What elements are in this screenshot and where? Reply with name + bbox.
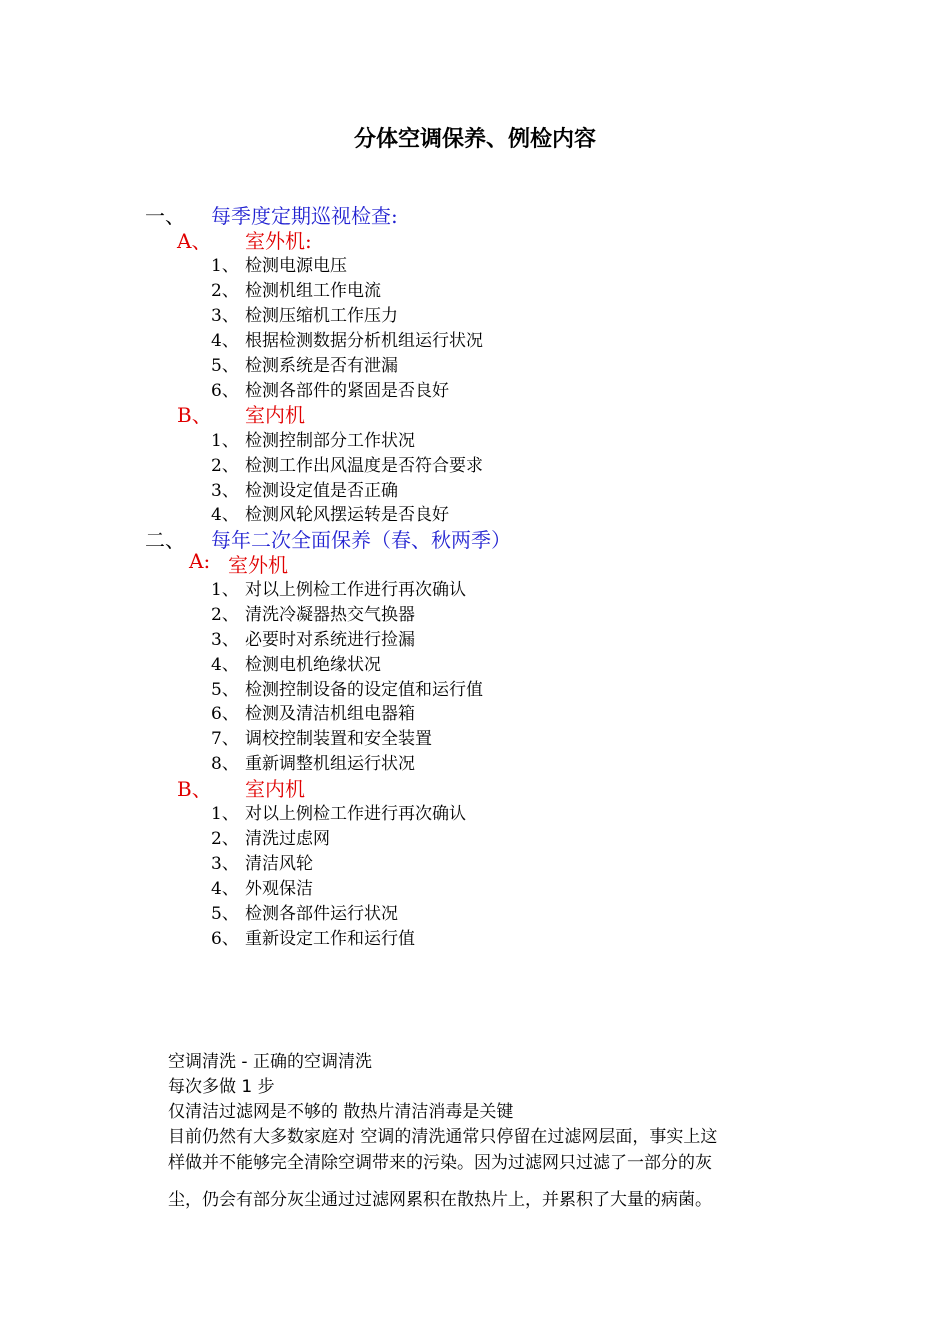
- item-number: 8、: [211, 754, 239, 774]
- paragraph-line: 目前仍然有大多数家庭对 空调的清洗通常只停留在过滤网层面，事实上这: [168, 1127, 718, 1147]
- list-item: [211, 699, 415, 724]
- list-item: [211, 351, 398, 376]
- item-number: 2、: [211, 605, 239, 625]
- item-text: 检测电源电压: [245, 256, 347, 276]
- item-text: 检测电机绝缘状况: [245, 655, 381, 675]
- subsection-title: 室外机: [228, 553, 288, 577]
- subsection-letter: A、: [177, 229, 212, 253]
- item-text: 检测各部件运行状况: [245, 904, 398, 924]
- list-item: [211, 276, 381, 301]
- item-number: 4、: [211, 505, 239, 525]
- item-text: 检测及清洁机组电器箱: [245, 704, 415, 724]
- subsection-letter: B、: [177, 403, 212, 427]
- paragraph-line: 尘，仍会有部分灰尘通过过滤网累积在散热片上，并累积了大量的病菌。: [168, 1190, 712, 1210]
- item-text: 清洗冷凝器热交气换器: [245, 605, 415, 625]
- list-item: [211, 724, 432, 749]
- section-heading: [145, 524, 511, 553]
- item-text: 检测风轮风摆运转是否良好: [245, 505, 449, 525]
- item-text: 检测控制部分工作状况: [245, 431, 415, 451]
- item-text: 检测控制设备的设定值和运行值: [245, 680, 483, 700]
- list-item: [211, 500, 449, 525]
- section-number: 一、: [145, 204, 185, 228]
- paragraph-line: 每次多做 1 步: [168, 1077, 275, 1097]
- subsection-letter: A:: [189, 549, 211, 573]
- item-text: 检测机组工作电流: [245, 281, 381, 301]
- list-item: [211, 575, 466, 600]
- item-text: 检测系统是否有泄漏: [245, 356, 398, 376]
- item-number: 3、: [211, 481, 239, 501]
- item-text: 调校控制装置和安全装置: [245, 729, 432, 749]
- item-number: 6、: [211, 381, 239, 401]
- subsection-title: 室内机: [245, 403, 305, 427]
- list-item: [211, 251, 347, 276]
- list-item: [211, 426, 415, 451]
- section-title: 每季度定期巡视检查:: [211, 204, 398, 228]
- item-number: 6、: [211, 929, 239, 949]
- item-number: 5、: [211, 680, 239, 700]
- item-text: 检测各部件的紧固是否良好: [245, 381, 449, 401]
- item-number: 1、: [211, 431, 239, 451]
- item-number: 5、: [211, 904, 239, 924]
- list-item: [211, 924, 415, 949]
- list-item: [211, 650, 381, 675]
- item-text: 检测设定值是否正确: [245, 481, 398, 501]
- item-text: 重新设定工作和运行值: [245, 929, 415, 949]
- item-text: 清洗过虑网: [245, 829, 330, 849]
- item-number: 1、: [211, 256, 239, 276]
- section-number: 二、: [145, 528, 185, 552]
- paragraph-line: 仅清洁过滤网是不够的 散热片清洁消毒是关键: [168, 1102, 514, 1122]
- item-number: 4、: [211, 655, 239, 675]
- item-number: 3、: [211, 306, 239, 326]
- item-number: 5、: [211, 356, 239, 376]
- item-text: 检测压缩机工作压力: [245, 306, 398, 326]
- list-item: [211, 476, 398, 501]
- item-number: 6、: [211, 704, 239, 724]
- list-item: [211, 326, 483, 351]
- item-text: 对以上例检工作进行再次确认: [245, 580, 466, 600]
- subsection-letter: B、: [177, 777, 212, 801]
- item-number: 3、: [211, 630, 239, 650]
- subsection-heading: [189, 549, 288, 577]
- item-text: 必要时对系统进行捡漏: [245, 630, 415, 650]
- item-number: 7、: [211, 729, 239, 749]
- document-title: 分体空调保养、例检内容: [353, 127, 596, 152]
- item-number: 4、: [211, 331, 239, 351]
- item-text: 外观保洁: [245, 879, 313, 899]
- list-item: [211, 301, 398, 326]
- subsection-heading: [177, 399, 305, 428]
- paragraph-line: 样做并不能够完全清除空调带来的污染。因为过滤网只过滤了一部分的灰: [168, 1153, 712, 1173]
- list-item: [211, 899, 398, 924]
- subsection-heading: [177, 773, 305, 802]
- item-number: 1、: [211, 580, 239, 600]
- list-item: [211, 824, 330, 849]
- list-item: [211, 675, 483, 700]
- item-number: 2、: [211, 281, 239, 301]
- list-item: [211, 451, 483, 476]
- item-text: 对以上例检工作进行再次确认: [245, 804, 466, 824]
- subsection-title: 室内机: [245, 777, 305, 801]
- item-text: 清洁风轮: [245, 854, 313, 874]
- item-number: 4、: [211, 879, 239, 899]
- item-number: 3、: [211, 854, 239, 874]
- item-text: 重新调整机组运行状况: [245, 754, 415, 774]
- item-text: 检测工作出风温度是否符合要求: [245, 456, 483, 476]
- item-number: 2、: [211, 829, 239, 849]
- list-item: [211, 625, 415, 650]
- list-item: [211, 376, 449, 401]
- list-item: [211, 749, 415, 774]
- list-item: [211, 874, 313, 899]
- subsection-title: 室外机:: [245, 229, 312, 253]
- list-item: [211, 600, 415, 625]
- section-title: 每年二次全面保养（春、秋两季）: [211, 528, 511, 552]
- list-item: [211, 849, 313, 874]
- item-number: 2、: [211, 456, 239, 476]
- list-item: [211, 799, 466, 824]
- paragraph-line: 空调清洗 - 正确的空调清洗: [168, 1052, 372, 1072]
- subsection-heading: [177, 225, 312, 254]
- item-text: 根据检测数据分析机组运行状况: [245, 331, 483, 351]
- item-number: 1、: [211, 804, 239, 824]
